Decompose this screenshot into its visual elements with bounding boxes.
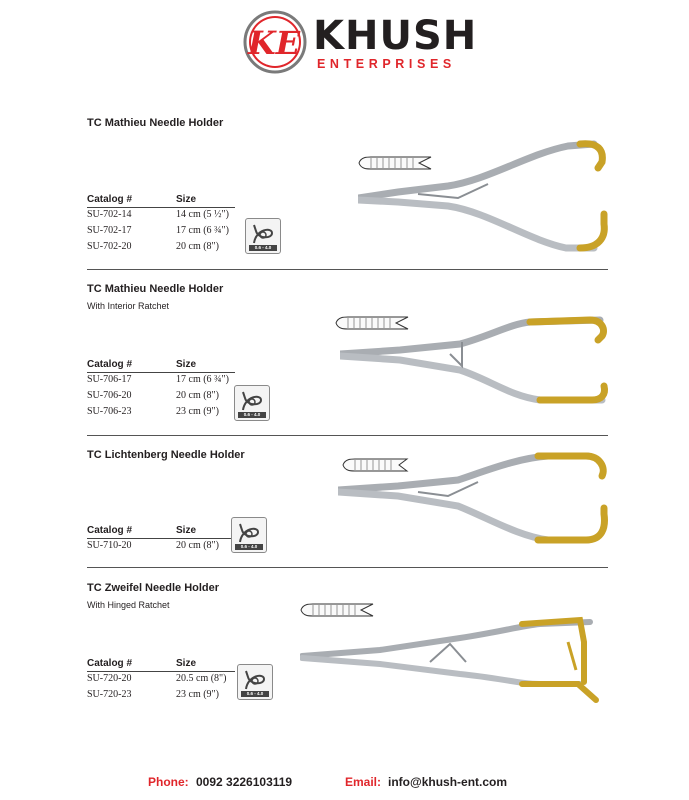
brand-subtitle: ENTERPRISES bbox=[317, 57, 456, 71]
phone-number: 0092 3226103119 bbox=[196, 775, 293, 789]
size-header: Size bbox=[176, 194, 197, 205]
product-title: TC Lichtenberg Needle Holder bbox=[87, 449, 245, 461]
size-cell: 14 cm (5 ½") bbox=[176, 209, 229, 220]
size-cell: 23 cm (9") bbox=[176, 689, 219, 700]
size-cell: 20 cm (8") bbox=[176, 390, 219, 401]
catalog-cell: SU-702-14 bbox=[87, 209, 132, 220]
email-address: info@khush-ent.com bbox=[388, 775, 508, 789]
section-divider bbox=[87, 567, 608, 568]
suture-range-badge-icon bbox=[234, 385, 270, 421]
zweifel-needle-holder-image bbox=[300, 612, 610, 708]
product-title: TC Zweifel Needle Holder bbox=[87, 582, 220, 594]
catalog-cell: SU-720-23 bbox=[87, 689, 132, 700]
section-divider bbox=[87, 435, 608, 436]
product-subtitle: With Interior Ratchet bbox=[87, 301, 170, 311]
suture-range-badge-icon bbox=[237, 664, 273, 700]
badge-label: 0.6 - 4.0 bbox=[249, 245, 277, 251]
phone-label: Phone: bbox=[148, 775, 189, 789]
header-rule bbox=[87, 372, 235, 373]
size-cell: 17 cm (6 ¾") bbox=[176, 225, 229, 236]
catalog-cell: SU-720-20 bbox=[87, 673, 132, 684]
product-subtitle: With Hinged Ratchet bbox=[87, 600, 170, 610]
catalog-header: Catalog # bbox=[87, 658, 133, 669]
catalog-header: Catalog # bbox=[87, 525, 133, 536]
product-title: TC Mathieu Needle Holder bbox=[87, 283, 224, 295]
brand-name: KHUSH bbox=[313, 13, 478, 59]
size-header: Size bbox=[176, 658, 197, 669]
size-header: Size bbox=[176, 359, 197, 370]
badge-label: 0.6 - 4.0 bbox=[235, 544, 263, 550]
size-cell: 20 cm (8") bbox=[176, 241, 219, 252]
size-cell: 20 cm (8") bbox=[176, 540, 219, 551]
suture-range-badge-icon bbox=[231, 517, 267, 553]
ke-logo-mark-icon bbox=[243, 10, 307, 74]
size-header: Size bbox=[176, 525, 197, 536]
email-label: Email: bbox=[345, 775, 382, 789]
mathieu-needle-holder-image bbox=[358, 140, 610, 264]
catalog-header: Catalog # bbox=[87, 359, 133, 370]
header-rule bbox=[87, 207, 235, 208]
catalog-header: Catalog # bbox=[87, 194, 133, 205]
size-cell: 20.5 cm (8") bbox=[176, 673, 227, 684]
suture-range-badge-icon bbox=[245, 218, 281, 254]
catalog-cell: SU-710-20 bbox=[87, 540, 132, 551]
svg-text:KE: KE bbox=[247, 24, 301, 62]
badge-label: 0.6 - 4.0 bbox=[238, 412, 266, 418]
catalog-cell: SU-702-17 bbox=[87, 225, 132, 236]
badge-label: 0.6 - 4.0 bbox=[241, 691, 269, 697]
catalog-cell: SU-706-17 bbox=[87, 374, 132, 385]
lichtenberg-needle-holder-image bbox=[338, 448, 610, 552]
contact-footer bbox=[0, 775, 689, 791]
section-divider bbox=[87, 269, 608, 270]
product-title: TC Mathieu Needle Holder bbox=[87, 117, 224, 129]
size-cell: 23 cm (9") bbox=[176, 406, 219, 417]
catalog-cell: SU-702-20 bbox=[87, 241, 132, 252]
brand-logo bbox=[243, 10, 478, 82]
header-rule bbox=[87, 538, 235, 539]
catalog-cell: SU-706-20 bbox=[87, 390, 132, 401]
size-cell: 17 cm (6 ¾") bbox=[176, 374, 229, 385]
mathieu-ratchet-needle-holder-image bbox=[340, 310, 612, 414]
catalog-cell: SU-706-23 bbox=[87, 406, 132, 417]
header-rule bbox=[87, 671, 235, 672]
